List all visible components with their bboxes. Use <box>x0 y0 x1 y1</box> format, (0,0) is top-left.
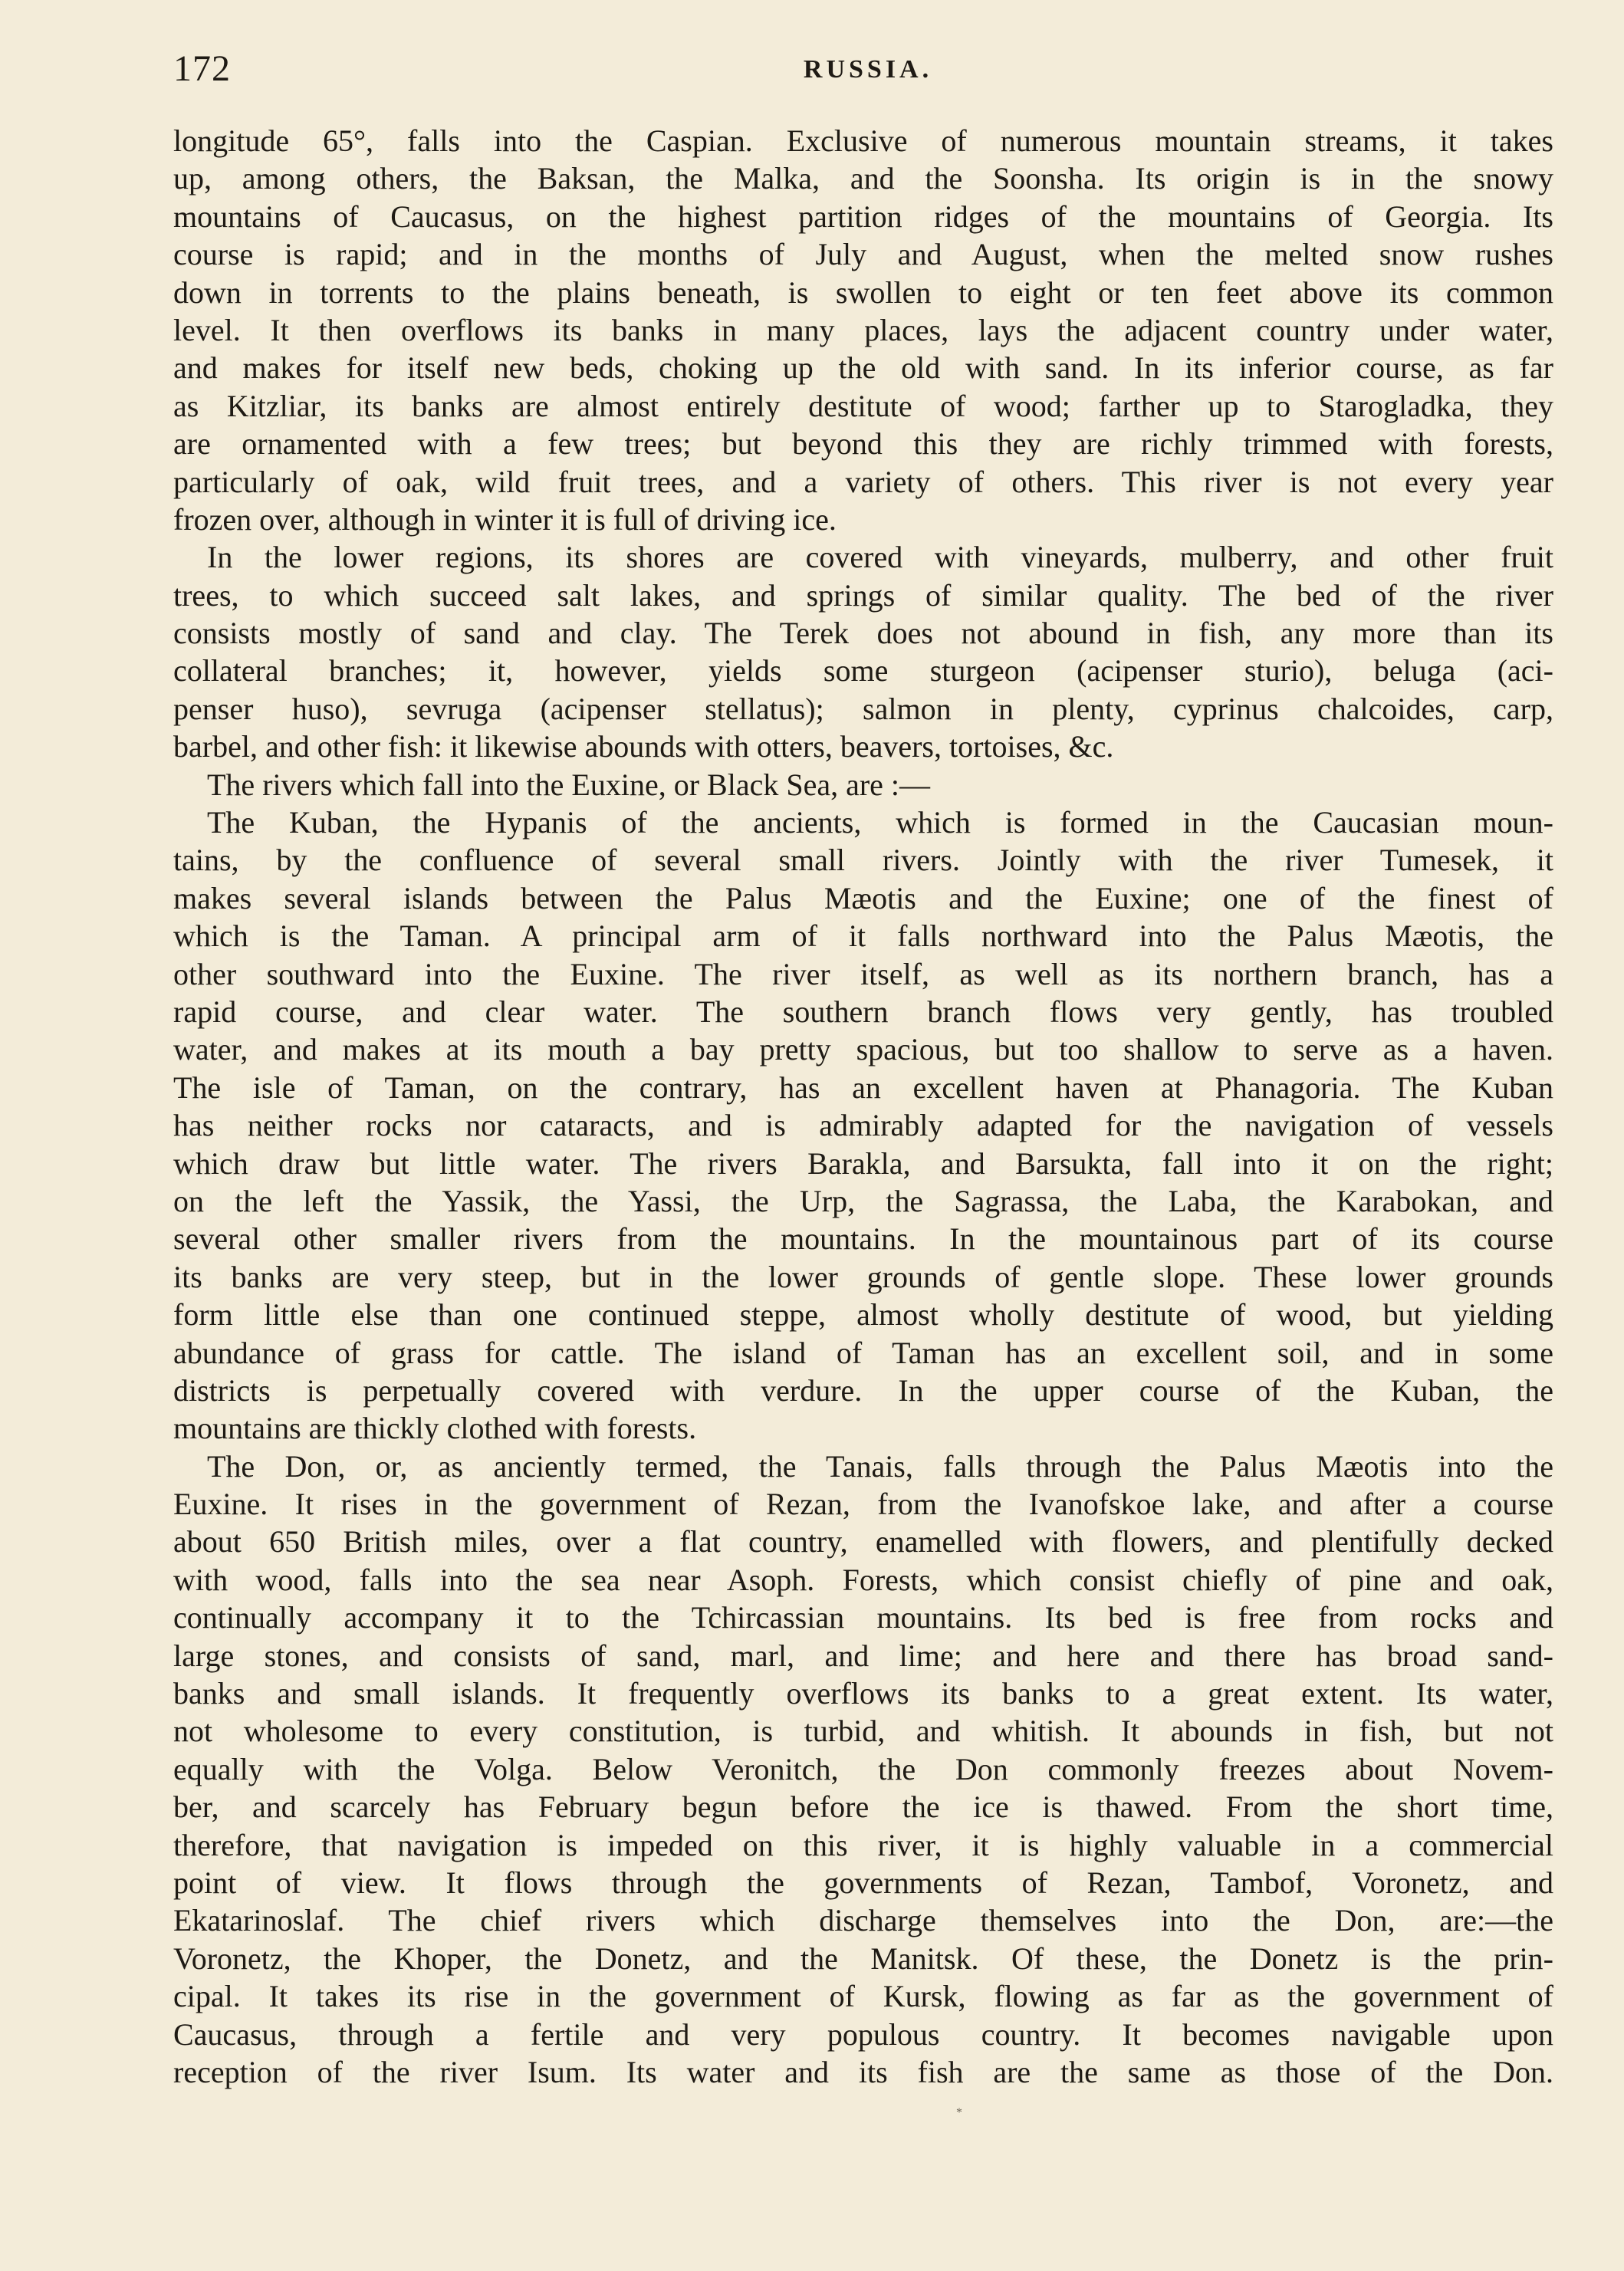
text-line: consists mostly of sand and clay. The Terek does not abound in fish, any more than its <box>173 616 1553 651</box>
text-line: barbel, and other fish: it likewise abounds with otters, beavers, tortoises, &c. <box>173 729 1114 764</box>
text-line: makes several islands between the Palus Mæotis and the Euxine; one of the finest of <box>173 880 1553 915</box>
text-line: mountains of Caucasus, on the highest partition ridges of the mountains of Georgia. Its <box>173 199 1553 234</box>
text-line: collateral branches; it, however, yields some sturgeon (acipenser sturio), beluga (aci- <box>173 653 1553 689</box>
running-title: RUSSIA. <box>803 55 933 84</box>
text-line: are ornamented with a few trees; but beyond this they are richly trimmed with forests, <box>173 426 1553 462</box>
text-line: banks and small islands. It frequently overflows its banks to a great extent. Its water, <box>173 1676 1553 1711</box>
text-line: equally with the Volga. Below Veronitch, the Don commonly freezes about Novem- <box>173 1751 1553 1786</box>
text-line: reception of the river Isum. Its water and its fish are the same as those of the Don. <box>173 2054 1553 2089</box>
text-line: its banks are very steep, but in the lower grounds of gentle slope. These lower grounds <box>173 1259 1553 1294</box>
text-line: In the lower regions, its shores are covered with vineyards, mulberry, and other fruit <box>207 540 1553 575</box>
text-line: ber, and scarcely has February begun before the ice is thawed. From the short time, <box>173 1790 1553 1825</box>
text-line: therefore, that navigation is impeded on this river, it is highly valuable in a commercial <box>173 1827 1553 1862</box>
text-line: penser huso), sevruga (acipenser stellatus); salmon in plenty, cyprinus chalcoides, carp, <box>173 691 1553 726</box>
text-line: point of view. It flows through the governments of Rezan, Tambof, Voronetz, and <box>173 1865 1553 1900</box>
text-line: Caucasus, through a fertile and very populous country. It becomes navigable upon <box>173 2016 1553 2052</box>
text-line: The Don, or, as anciently termed, the Tanais, falls through the Palus Mæotis into the <box>207 1448 1553 1484</box>
text-line: up, among others, the Baksan, the Malka, and the Soonsha. Its origin is in the snowy <box>173 161 1553 196</box>
text-line: Voronetz, the Khoper, the Donetz, and the Manitsk. Of these, the Donetz is the prin- <box>173 1941 1553 1976</box>
text-line: course is rapid; and in the months of July and August, when the melted snow rushes <box>173 237 1553 272</box>
text-line: abundance of grass for cattle. The island of Taman has an excellent soil, and in some <box>173 1335 1553 1370</box>
text-line: large stones, and consists of sand, marl, and lime; and here and there has broad sand- <box>173 1638 1553 1673</box>
text-line: The rivers which fall into the Euxine, or Black Sea, are :— <box>207 767 931 802</box>
body-text <box>173 122 1553 2091</box>
text-line: particularly of oak, wild fruit trees, and a variety of others. This river is not every year <box>173 464 1553 499</box>
text-line: districts is perpetually covered with verdure. In the upper course of the Kuban, the <box>173 1372 1553 1408</box>
text-line: and makes for itself new beds, choking up the old with sand. In its inferior course, as far <box>173 350 1553 386</box>
text-line: Ekatarinoslaf. The chief rivers which discharge themselves into the Don, are:—the <box>173 1903 1553 1938</box>
text-line: as Kitzliar, its banks are almost entirely destitute of wood; farther up to Starogladka, they <box>173 388 1553 423</box>
text-line: form little else than one continued steppe, almost wholly destitute of wood, but yielding <box>173 1297 1553 1333</box>
page-number: 172 <box>173 48 231 89</box>
text-line: The Kuban, the Hypanis of the ancients, which is formed in the Caucasian moun- <box>207 805 1553 840</box>
text-line: longitude 65°, falls into the Caspian. Exclusive of numerous mountain streams, it takes <box>173 123 1553 158</box>
text-line: not wholesome to every constitution, is turbid, and whitish. It abounds in fish, but not <box>173 1714 1553 1749</box>
text-line: which draw but little water. The rivers Barakla, and Barsukta, fall into it on the right; <box>173 1145 1553 1181</box>
text-line: several other smaller rivers from the mountains. In the mountainous part of its course <box>173 1221 1553 1257</box>
text-line: frozen over, although in winter it is full of driving ice. <box>173 501 837 537</box>
text-line: trees, to which succeed salt lakes, and springs of similar quality. The bed of the river <box>173 577 1553 613</box>
text-line: The isle of Taman, on the contrary, has an excellent haven at Phanagoria. The Kuban <box>173 1070 1553 1105</box>
text-line: on the left the Yassik, the Yassi, the Urp, the Sagrassa, the Laba, the Karabokan, and <box>173 1183 1553 1218</box>
text-line: down in torrents to the plains beneath, is swollen to eight or ten feet above its common <box>173 274 1553 310</box>
text-line: continually accompany it to the Tchircassian mountains. Its bed is free from rocks and <box>173 1600 1553 1635</box>
text-line: Euxine. It rises in the government of Rezan, from the Ivanofskoe lake, and after a course <box>173 1487 1553 1522</box>
signature-mark: * <box>956 2106 962 2119</box>
running-head <box>173 48 1563 94</box>
text-line: water, and makes at its mouth a bay pretty spacious, but too shallow to serve as a haven. <box>173 1032 1553 1067</box>
text-line: level. It then overflows its banks in many places, lays the adjacent country under water, <box>173 312 1553 347</box>
text-line: with wood, falls into the sea near Asoph. Forests, which consist chiefly of pine and oak, <box>173 1562 1553 1597</box>
text-line: which is the Taman. A principal arm of it falls northward into the Palus Mæotis, the <box>173 919 1553 954</box>
text-line: rapid course, and clear water. The southern branch flows very gently, has troubled <box>173 994 1553 1029</box>
text-line: cipal. It takes its rise in the government of Kursk, flowing as far as the government of <box>173 1979 1553 2014</box>
text-line: mountains are thickly clothed with forests. <box>173 1411 697 1446</box>
text-line: other southward into the Euxine. The river itself, as well as its northern branch, has a <box>173 956 1553 991</box>
text-line: has neither rocks nor cataracts, and is admirably adapted for the navigation of vessels <box>173 1108 1553 1143</box>
text-line: tains, by the confluence of several small rivers. Jointly with the river Tumesek, it <box>173 843 1553 878</box>
text-line: about 650 British miles, over a flat country, enamelled with flowers, and plentifully decked <box>173 1524 1553 1559</box>
